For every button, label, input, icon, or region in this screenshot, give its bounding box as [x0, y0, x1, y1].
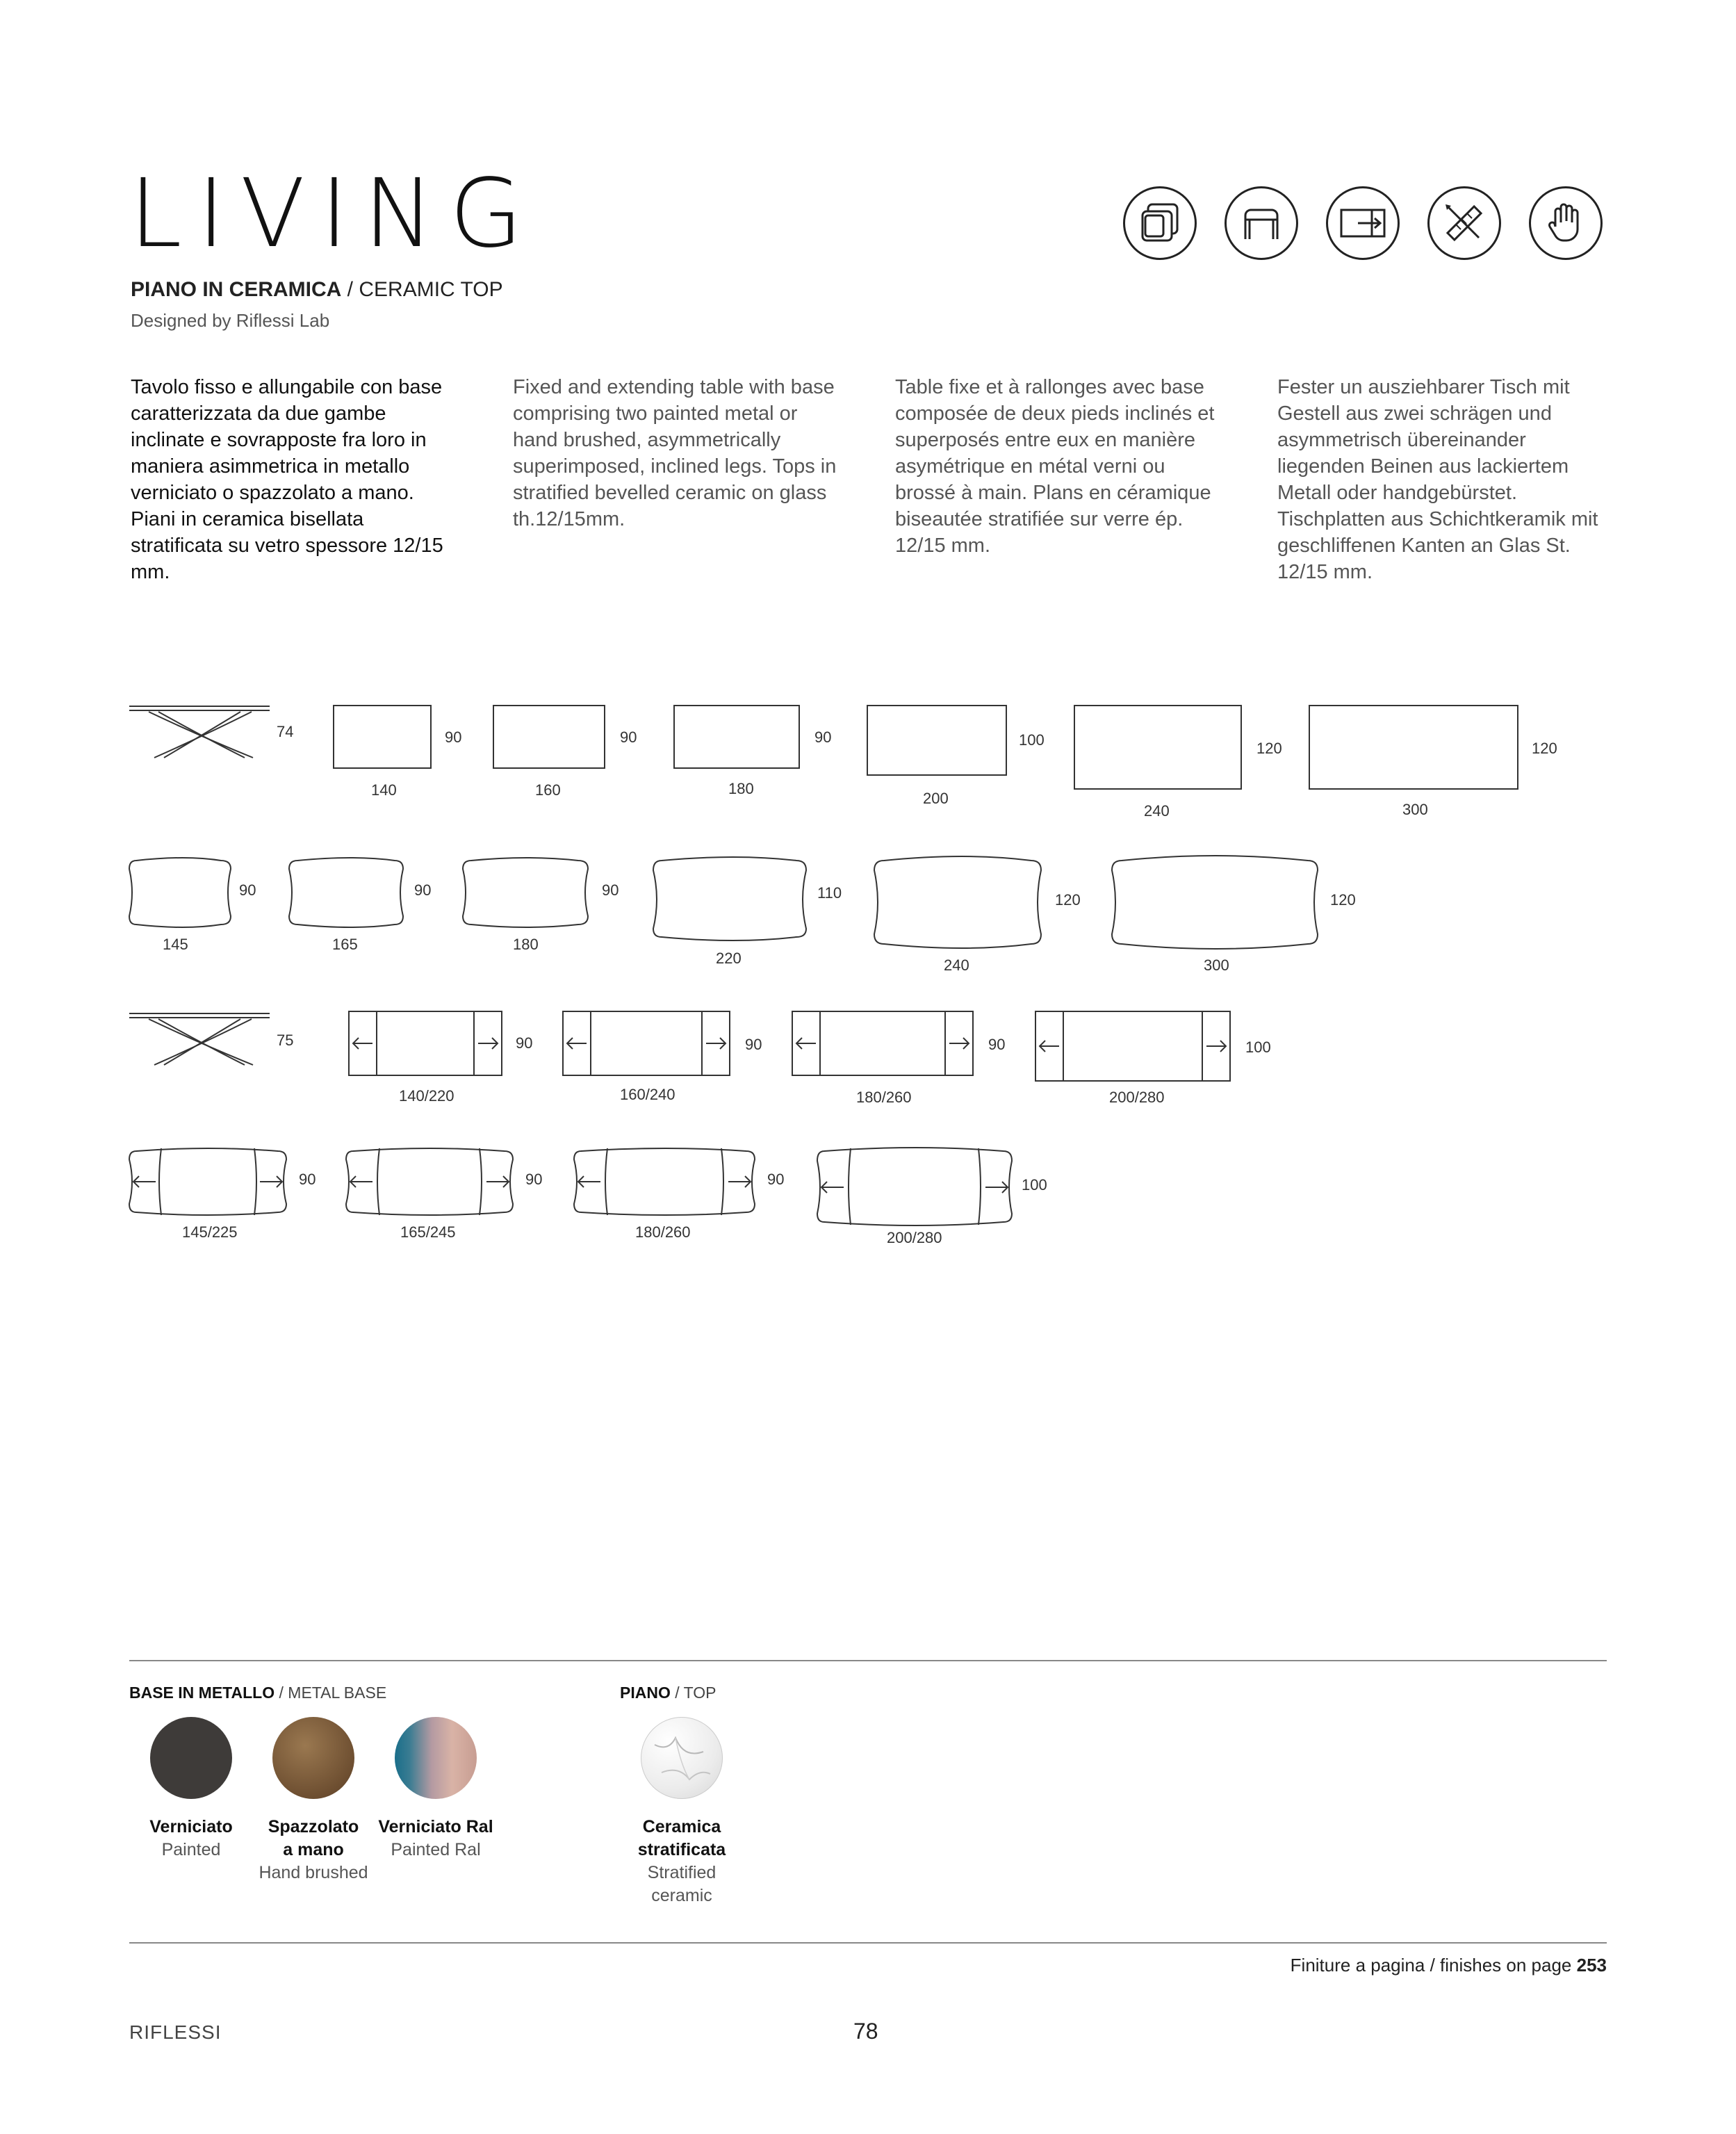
swatch-stratified-ceramic [641, 1717, 723, 1799]
barrel-extending-depth-label: 90 [525, 1171, 543, 1188]
swatch-painted [150, 1717, 232, 1799]
finish-name: Verniciato Ral [378, 1817, 493, 1836]
rect-fixed-180 [674, 706, 799, 768]
rect-extending-200-280 [1035, 1011, 1230, 1081]
barrel-extending-width-label: 145/225 [182, 1223, 238, 1241]
marble-veins-icon [641, 1717, 723, 1799]
rect-fixed-140 [334, 706, 431, 768]
designer-credit: Designed by Riflessi Lab [131, 310, 330, 331]
barrel-extending-depth-label: 90 [767, 1171, 785, 1188]
barrel-extending-200-280 [817, 1148, 1012, 1225]
rect-fixed-width-label: 240 [1144, 802, 1170, 820]
rect-fixed-width-label: 160 [535, 781, 561, 799]
rect-fixed-width-label: 200 [923, 790, 949, 807]
top-heading-rest: / TOP [670, 1684, 716, 1702]
finish-name-en: Hand brushed [259, 1863, 368, 1882]
finish-ref-page: 253 [1576, 1955, 1607, 1976]
finish-name: Spazzolato [268, 1817, 359, 1836]
rect-extending-depth-label: 90 [516, 1034, 533, 1052]
finish-name-line2: stratificata [637, 1840, 726, 1859]
top-finish-heading [620, 1684, 716, 1702]
finish-name-en: Painted Ral [391, 1840, 481, 1859]
barrel-fixed-width-label: 180 [513, 936, 539, 953]
base-heading-rest: / METAL BASE [275, 1684, 387, 1702]
label-painted-ral [366, 1816, 505, 1862]
rect-extending-depth-label: 90 [988, 1036, 1006, 1053]
description-italian: Tavolo fisso e allungabile con base caratterizzata da due gambe inclinate e sovrapposte fra loro in maniera asimmetrica in metallo verniciato o spazzolato a mano. Piani in ceramica bisellata stratificata su vetro spessore 12/15 mm. [131, 376, 443, 583]
barrel-fixed-145 [129, 858, 231, 927]
swatch-hand-brushed [272, 1717, 354, 1799]
height-label-fixed: 74 [277, 723, 294, 740]
barrel-fixed-width-label: 145 [163, 936, 188, 953]
rect-extending-width-label: 180/260 [856, 1089, 912, 1106]
rect-fixed-depth-label: 120 [1256, 740, 1282, 757]
barrel-extending-width-label: 180/260 [635, 1223, 691, 1241]
swatch-painted-ral [395, 1717, 477, 1799]
rect-extending-width-label: 200/280 [1109, 1089, 1165, 1106]
rect-fixed-depth-label: 100 [1019, 731, 1045, 749]
barrel-extending-165-245 [346, 1148, 513, 1215]
finish-ref-rest: / finishes on page [1425, 1955, 1577, 1976]
barrel-extending-width-label: 165/245 [400, 1223, 456, 1241]
base-heading-bold: BASE IN METALLO [129, 1684, 275, 1702]
barrel-fixed-width-label: 220 [716, 950, 742, 967]
brand-name: RIFLESSI [129, 2021, 222, 2043]
barrel-fixed-165 [289, 858, 403, 927]
finish-name-line2: a mano [283, 1840, 344, 1859]
rect-fixed-200 [867, 706, 1006, 775]
barrel-fixed-300 [1112, 856, 1318, 949]
barrel-fixed-depth-label: 90 [414, 881, 432, 899]
subtitle-bold: PIANO IN CERAMICA [131, 278, 342, 301]
rect-extending-140-220 [349, 1011, 502, 1075]
finish-name: Verniciato [149, 1817, 233, 1836]
height-label-extending: 75 [277, 1032, 294, 1049]
side-view-extending-drawing [129, 1013, 270, 1065]
barrel-fixed-depth-label: 120 [1330, 891, 1356, 909]
rect-fixed-240 [1074, 706, 1241, 789]
rect-fixed-depth-label: 120 [1532, 740, 1557, 757]
finish-name-en: Painted [161, 1840, 221, 1859]
barrel-fixed-width-label: 165 [332, 936, 358, 953]
finishes-page-reference [1291, 1955, 1607, 1976]
barrel-extending-145-225 [129, 1148, 286, 1215]
label-hand-brushed [244, 1816, 383, 1884]
subtitle-rest: / CERAMIC TOP [341, 278, 503, 301]
label-stratified-ceramic [612, 1816, 751, 1907]
rect-extending-width-label: 160/240 [620, 1086, 675, 1103]
divider-bottom [129, 1942, 1607, 1944]
rect-extending-depth-label: 100 [1245, 1039, 1271, 1056]
base-finish-heading [129, 1684, 386, 1702]
divider-top [129, 1660, 1607, 1661]
description-english: Fixed and extending table with base comprising two painted metal or hand brushed, asymmetrically superimposed, inclined legs. Tops in stratified bevelled ceramic on glass th.12/15mm. [513, 376, 837, 530]
rect-fixed-depth-label: 90 [445, 728, 462, 746]
barrel-fixed-depth-label: 90 [239, 881, 256, 899]
rect-extending-160-240 [563, 1011, 730, 1075]
finish-name-en: Stratified [647, 1863, 716, 1882]
rect-extending-width-label: 140/220 [399, 1087, 455, 1105]
barrel-extending-180-260 [574, 1148, 755, 1215]
label-painted [122, 1816, 261, 1862]
rect-fixed-depth-label: 90 [814, 728, 832, 746]
finish-name: Ceramica [642, 1817, 721, 1836]
page-title: LIVING [129, 159, 539, 269]
side-view-fixed-drawing [129, 706, 270, 758]
rect-fixed-width-label: 140 [371, 781, 397, 799]
top-heading-bold: PIANO [620, 1684, 671, 1702]
finish-name-en-line2: ceramic [651, 1886, 712, 1905]
barrel-extending-depth-label: 90 [299, 1171, 316, 1188]
barrel-fixed-180 [463, 858, 588, 927]
rect-fixed-160 [493, 706, 605, 768]
barrel-fixed-depth-label: 90 [602, 881, 619, 899]
finish-ref-bold: Finiture a pagina [1290, 1955, 1425, 1976]
rect-extending-180-260 [792, 1011, 973, 1075]
rect-fixed-width-label: 180 [728, 780, 754, 797]
barrel-fixed-width-label: 300 [1204, 956, 1229, 974]
rect-extending-depth-label: 90 [745, 1036, 762, 1053]
rect-fixed-depth-label: 90 [620, 728, 637, 746]
barrel-fixed-depth-label: 120 [1055, 891, 1081, 909]
rect-fixed-width-label: 300 [1402, 801, 1428, 818]
barrel-extending-depth-label: 100 [1022, 1176, 1047, 1194]
description-french: Table fixe et à rallonges avec base composée de deux pieds inclinés et superposés entre eux en manière asymétrique en métal verni ou brossé à main. Plans en céramique biseautée stratifiée sur verre ép. 12/15 mm. [895, 376, 1215, 557]
barrel-fixed-width-label: 240 [944, 956, 969, 974]
barrel-fixed-depth-label: 110 [817, 884, 842, 902]
barrel-fixed-240 [874, 856, 1041, 948]
barrel-fixed-220 [653, 857, 806, 940]
rect-fixed-300 [1309, 706, 1518, 789]
page-number: 78 [853, 2019, 878, 2044]
description-german: Fester un ausziehbarer Tisch mit Gestell aus zwei schrägen und asymmetrisch übereinander liegenden Beinen aus lackiertem Metall oder handgebürstet. Tischplatten aus Schichtkeramik mit geschliffenen Kanten an Glas St. 12/15 mm. [1277, 376, 1598, 583]
barrel-extending-width-label: 200/280 [887, 1229, 942, 1246]
